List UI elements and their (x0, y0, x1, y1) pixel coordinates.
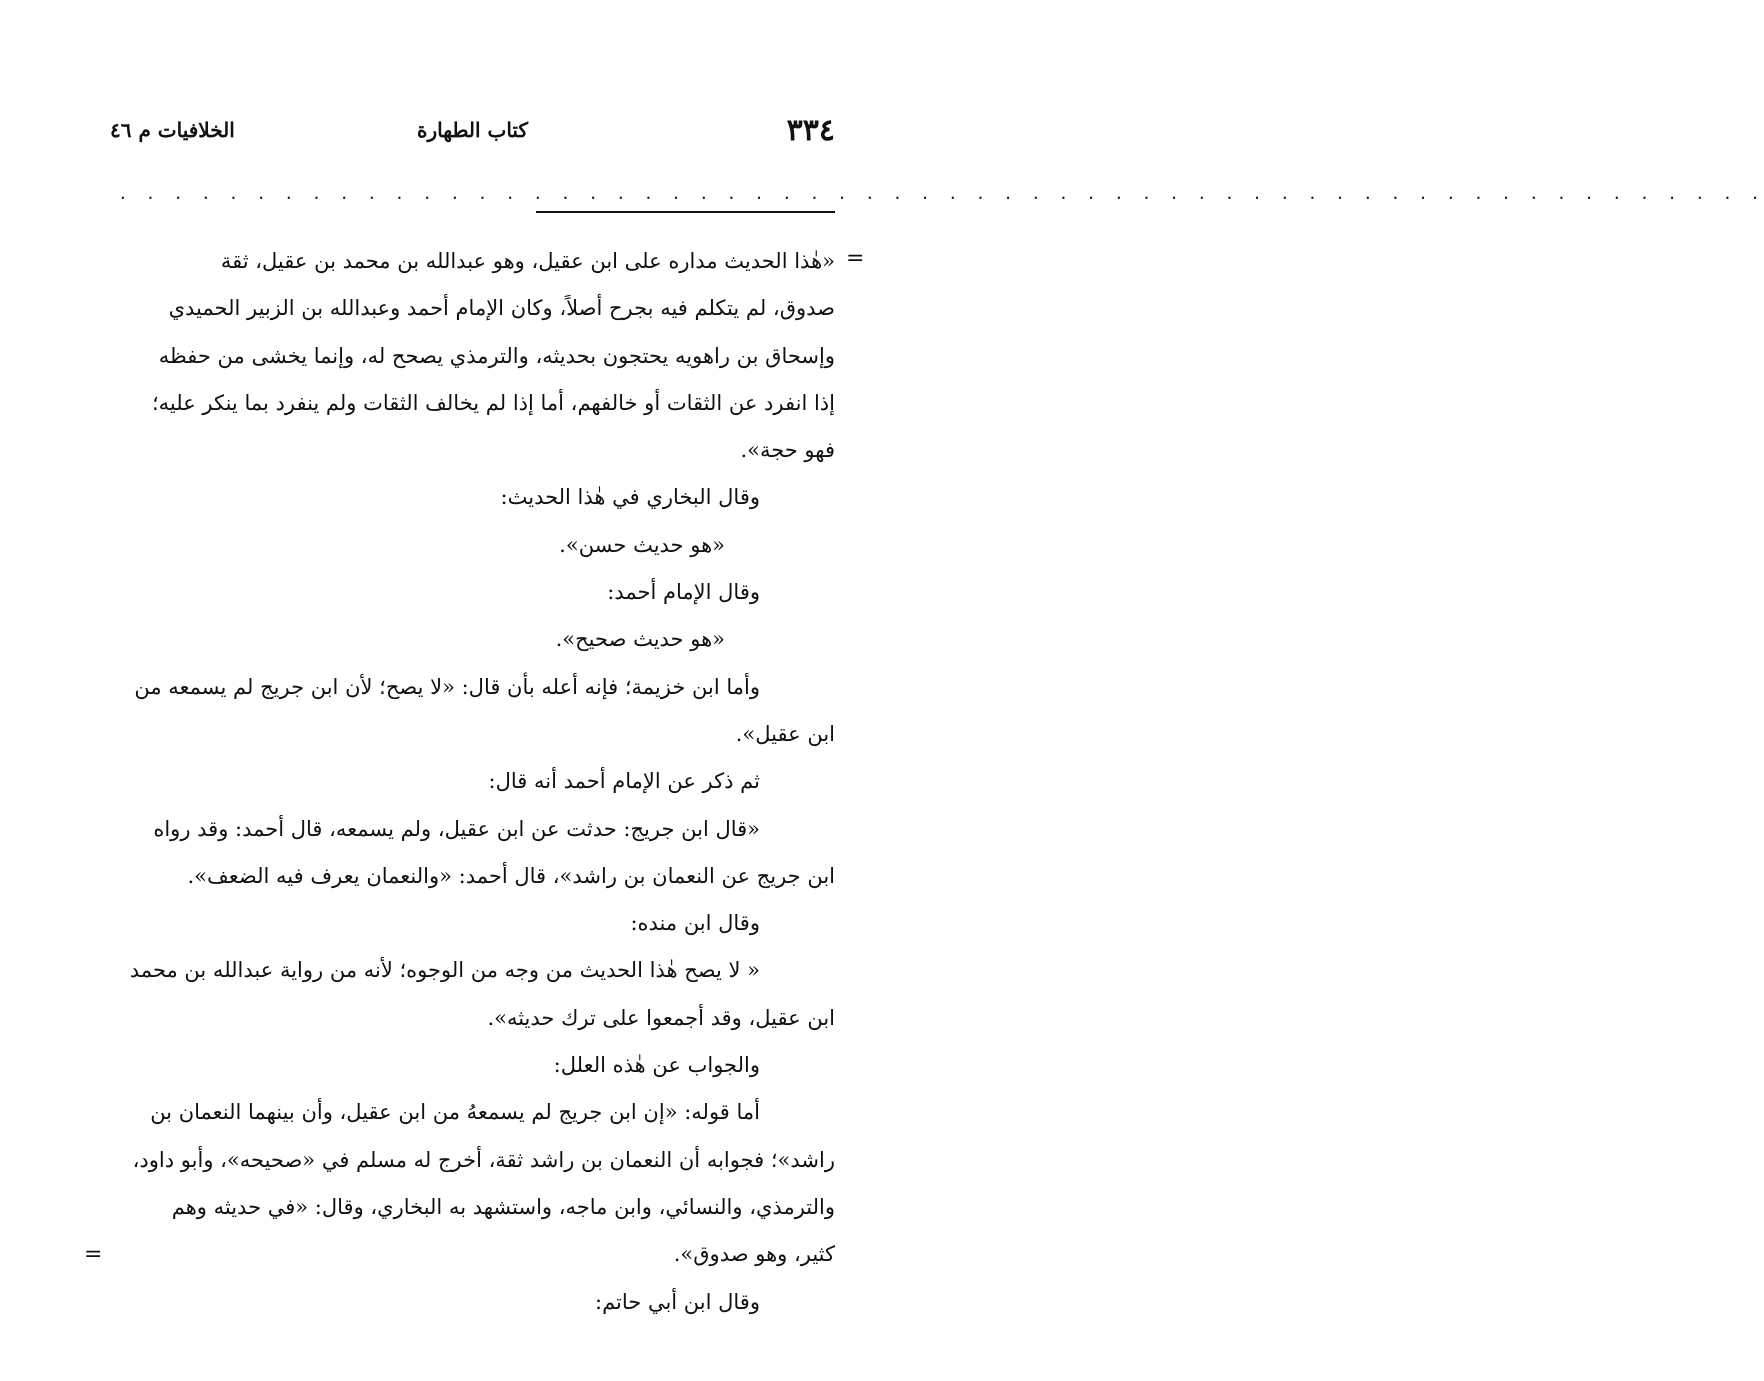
text-line: «هٰذا الحديث مداره على ابن عقيل، وهو عبدالله بن محمد بن عقيل، ثقة (220, 249, 835, 273)
volume-label: الخلافيات م ٤٦ (110, 118, 235, 142)
text-line: والجواب عن هٰذه العلل: (553, 1053, 760, 1078)
continuation-mark-bottom: = (84, 1242, 103, 1267)
text-line: ابن جريج عن النعمان بن راشد»، قال أحمد: «والنعمان يعرف فيه الضعف». (187, 863, 835, 888)
text-line: «هو حديث حسن». (559, 532, 725, 557)
text-line: وقال ابن أبي حاتم: (595, 1289, 760, 1314)
continuation-mark-top: = (846, 246, 865, 271)
text-line: وقال الإمام أحمد: (607, 580, 760, 605)
page-number: ٣٣٤ (786, 113, 835, 148)
text-line: ثم ذكر عن الإمام أحمد أنه قال: (488, 769, 760, 794)
text-line: « لا يصح هٰذا الحديث من وجه من الوجوه؛ لأنه من رواية عبدالله بن محمد (129, 958, 760, 983)
text-line: وأما ابن خزيمة؛ فإنه أعله بأن قال: «لا يصح؛ لأن ابن جريج لم يسمعه من (134, 674, 760, 699)
text-line: أما قوله: «إن ابن جريج لم يسمعهُ من ابن عقيل، وأن بينهما النعمان بن (150, 1100, 760, 1125)
text-line: راشد»؛ فجوابه أن النعمان بن راشد ثقة، أخرج له مسلم في «صحيحه»، وأبو داود، (132, 1147, 835, 1172)
text-line: ابن عقيل، وقد أجمعوا على ترك حديثه». (487, 1005, 835, 1030)
text-line: «هو حديث صحيح». (555, 627, 725, 652)
text-line: «قال ابن جريج: حدثت عن ابن عقيل، ولم يسمعه، قال أحمد: وقد رواه (153, 816, 760, 841)
footnote-text (110, 238, 835, 1326)
text-line: وإسحاق بن راهويه يحتجون بحديثه، والترمذي يصحح له، وإنما يخشى من حفظه (158, 343, 835, 368)
text-line: صدوق، لم يتكلم فيه بجرح أصلاً، وكان الإمام أحمد وعبدالله بن الزبير الحميدي (168, 296, 835, 321)
text-line: والترمذي، والنسائي، وابن ماجه، واستشهد به البخاري، وقال: «في حديثه وهم (171, 1194, 835, 1219)
text-line: ابن عقيل». (735, 721, 835, 746)
dotted-separator: . . . . . . . . . . . . . . . . . . . . . . . . . . . . . . . . . . . . . . . . . . . . . . . . . . . . . . . . . . . . (118, 184, 1764, 203)
text-line: كثير، وهو صدوق». (673, 1242, 835, 1267)
text-line: وقال البخاري في هٰذا الحديث: (500, 485, 760, 510)
text-line: فهو حجة». (740, 438, 835, 463)
text-line: وقال ابن منده: (630, 911, 760, 936)
footnote-rule (536, 211, 835, 213)
book-title: كتاب الطهارة (417, 118, 528, 142)
text-line: إذا انفرد عن الثقات أو خالفهم، أما إذا لم يخالف الثقات ولم ينفرد بما ينكر عليه؛ (151, 390, 835, 415)
page-header (110, 114, 835, 150)
